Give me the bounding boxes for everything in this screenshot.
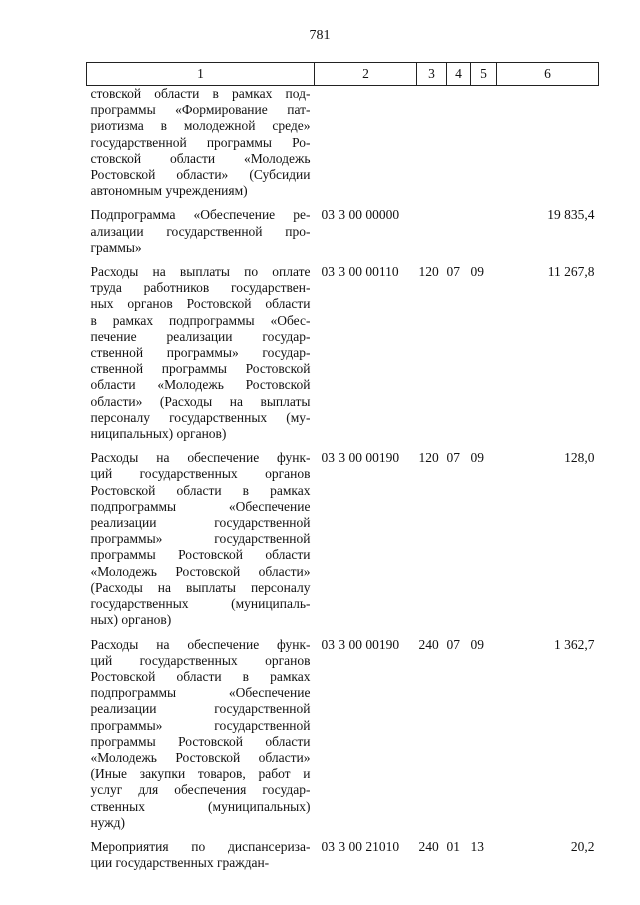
description-line: ных органов Ростовской области [90,296,311,312]
row-section: 07 [446,450,460,466]
row-code: 03 3 00 00190 [321,450,400,466]
description-line: Ростовской области» (Субсидии [90,167,311,183]
description-line: Ростовской области в рамках [90,482,311,498]
row-subsection [471,86,497,208]
row-expense-type [417,207,447,264]
description-line: нужд) [90,814,125,830]
row-subsection: 09 [470,264,484,280]
description-line: ных) органов) [90,612,172,628]
description-line: стовской области «Молодежь [90,150,311,166]
row-amount: 1 362,7 [554,636,595,652]
description-line: программы» государственной [90,531,311,547]
row-amount: 128,0 [564,450,595,466]
header-col-4: 4 [447,63,471,86]
header-col-3: 3 [417,63,447,86]
table-body [87,86,599,880]
page-number: 781 [309,28,331,43]
description-line: подпрограммы «Обеспечение [90,685,311,701]
row-amount: 19 835,4 [547,207,595,223]
row-description [87,207,315,264]
budget-table [86,62,599,879]
description-line: Расходы на обеспечение функ- [90,450,311,466]
description-line: государственных (муниципаль- [90,596,311,612]
row-amount: 20,2 [570,838,595,854]
description-line: «Молодежь Ростовской области» [90,749,311,765]
row-subsection: 09 [470,636,484,652]
row-code: 03 3 00 00190 [321,636,400,652]
row-section: 01 [446,838,460,854]
header-col-2: 2 [315,63,417,86]
row-code: 03 3 00 21010 [321,838,400,854]
description-line: подпрограммы «Обеспечение [90,498,311,514]
row-expense-type: 240 [418,838,439,854]
description-line: труда работников государствен- [90,280,311,296]
row-code: 03 3 00 00000 [321,207,400,223]
row-section [447,86,471,208]
row-description [87,839,315,879]
header-col-6: 6 [497,63,599,86]
description-line: программы Ростовской области [90,733,311,749]
description-line: Подпрограмма «Обеспечение ре- [90,207,311,223]
description-line: ции государственных граждан- [90,855,270,871]
description-line: (Иные закупки товаров, работ и [90,766,311,782]
row-description [87,86,315,208]
description-line: услуг для обеспечения государ- [90,782,311,798]
description-line: ниципальных) органов) [90,426,227,442]
row-expense-type [417,86,447,208]
description-line: автономным учреждениям) [90,183,248,199]
description-line: «Молодежь Ростовской области» [90,563,311,579]
table-row [87,450,599,636]
description-line: риотизма в молодежной среде» [90,118,311,134]
description-line: ственной программы» государ- [90,345,311,361]
description-line: ций государственных органов [90,652,311,668]
description-line: ций государственных органов [90,466,311,482]
description-line: граммы» [90,239,142,255]
row-section [447,207,471,264]
table-row [87,207,599,264]
row-expense-type: 120 [418,450,439,466]
description-line: персоналу государственных (му- [90,409,311,425]
row-description [87,450,315,636]
header-col-5: 5 [471,63,497,86]
row-code: 03 3 00 00110 [321,264,399,280]
header-col-1: 1 [87,63,315,86]
table-row [87,637,599,839]
description-line: ализации государственной про- [90,223,311,239]
description-line: (Расходы на выплаты персоналу [90,579,311,595]
description-line: в рамках подпрограммы «Обес- [90,312,311,328]
row-description [87,637,315,839]
row-subsection: 09 [470,450,484,466]
description-line: ственных (муниципальных) [90,798,311,814]
description-line: Расходы на выплаты по оплате [90,264,311,280]
description-line: Расходы на обеспечение функ- [90,636,311,652]
description-line: печение реализации государ- [90,328,311,344]
row-amount [497,86,599,208]
row-expense-type: 240 [418,636,439,652]
row-subsection [471,207,497,264]
row-expense-type: 120 [418,264,439,280]
description-line: программы» государственной [90,717,311,733]
row-amount: 11 267,8 [547,264,595,280]
description-line: государственной программы Ро- [90,134,311,150]
row-section: 07 [446,636,460,652]
row-code [315,86,417,208]
row-section: 07 [446,264,460,280]
description-line: программы «Формирование пат- [90,102,311,118]
description-line: реализации государственной [90,515,311,531]
table-header [87,63,599,86]
description-line: реализации государственной [90,701,311,717]
row-subsection: 13 [470,838,484,854]
table-row [87,86,599,208]
table-row [87,839,599,879]
description-line: области «Молодежь Ростовской [90,377,311,393]
description-line: Ростовской области в рамках [90,668,311,684]
description-line: программы Ростовской области [90,547,311,563]
description-line: стовской области в рамках под- [90,86,311,101]
description-line: ственной программы Ростовской [90,361,311,377]
description-line: области» (Расходы на выплаты [90,393,311,409]
description-line: Мероприятия по диспансериза- [90,838,311,854]
row-description [87,264,315,450]
table-row [87,264,599,450]
